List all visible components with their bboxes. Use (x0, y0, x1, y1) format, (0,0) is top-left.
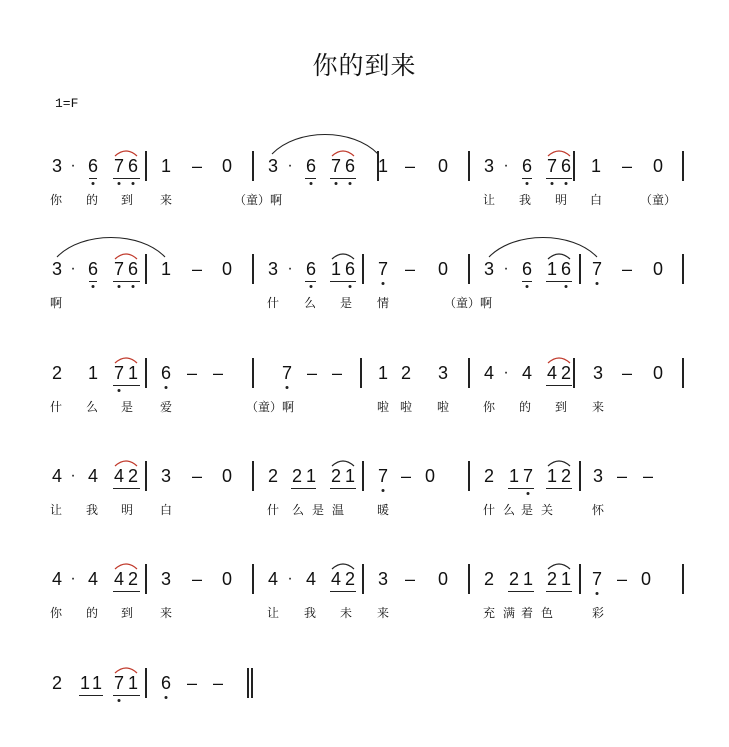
sustain-dash: – (616, 466, 628, 486)
note: 6 (560, 259, 571, 279)
lyric-syllable: 么 (303, 296, 317, 310)
sustain-dash: – (404, 259, 416, 279)
note: 3 (592, 363, 603, 383)
lyric-syllable: 充 (482, 606, 496, 620)
note: 1 (160, 259, 171, 279)
note: 2 (560, 363, 571, 383)
sustain-dash: – (621, 363, 633, 383)
note: 6 (87, 259, 98, 279)
note: 6 (560, 156, 571, 176)
sustain-dash: – (191, 569, 203, 589)
note: 0 (424, 466, 435, 486)
note: 1 (546, 466, 557, 486)
lyric-syllable: 的 (85, 193, 99, 207)
note: 1 (508, 466, 519, 486)
note: 0 (437, 156, 448, 176)
lyric-syllable: 关 (540, 503, 554, 517)
note: 1 (160, 156, 171, 176)
lyric-syllable: 你 (482, 400, 496, 414)
lyric-syllable: 情 (376, 296, 390, 310)
note: 7 (113, 156, 124, 176)
note: 1 (522, 569, 533, 589)
lyric-syllable: 什 (266, 296, 280, 310)
note: 2 (483, 466, 494, 486)
sustain-dash: – (331, 363, 343, 383)
note: 0 (652, 259, 663, 279)
lyric-syllable: 到 (120, 193, 134, 207)
lyric-syllable: 让 (49, 503, 63, 517)
note: 3 (51, 156, 62, 176)
augmentation-dot: · (503, 260, 509, 277)
lyric-syllable: 白 (589, 193, 603, 207)
note: 6 (127, 156, 138, 176)
note: 7 (591, 259, 602, 279)
note: 1 (127, 673, 138, 693)
lyric-syllable: 什 (49, 400, 63, 414)
note: 6 (521, 156, 532, 176)
note: 7 (377, 466, 388, 486)
note: 0 (652, 156, 663, 176)
note: 2 (330, 466, 341, 486)
lyric-syllable: 让 (482, 193, 496, 207)
note: 1 (330, 259, 341, 279)
lyric-syllable: 怀 (591, 503, 605, 517)
lyric-syllable: 爱 (159, 400, 173, 414)
note: 1 (590, 156, 601, 176)
lyric-syllable: 白 (159, 503, 173, 517)
note: 3 (267, 156, 278, 176)
note: 2 (291, 466, 302, 486)
sustain-dash: – (621, 259, 633, 279)
note: 0 (640, 569, 651, 589)
note: 0 (652, 363, 663, 383)
augmentation-dot: · (70, 467, 76, 484)
sustain-dash: – (186, 363, 198, 383)
note: 7 (113, 363, 124, 383)
lyric-syllable: 明 (554, 193, 568, 207)
note: 3 (377, 569, 388, 589)
note: 3 (160, 569, 171, 589)
note: 4 (113, 569, 124, 589)
note: 2 (560, 466, 571, 486)
note: 3 (267, 259, 278, 279)
sustain-dash: – (621, 156, 633, 176)
note: 0 (221, 569, 232, 589)
lyric-syllable: 我 (303, 606, 317, 620)
note: 1 (344, 466, 355, 486)
note: 7 (281, 363, 292, 383)
sustain-dash: – (642, 466, 654, 486)
lyric-syllable: 的 (518, 400, 532, 414)
lyric-syllable: 满 (502, 606, 516, 620)
lyric-syllable: 是 (339, 296, 353, 310)
note: 2 (51, 673, 62, 693)
note: 1 (377, 156, 388, 176)
lyric-syllable: 什 (266, 503, 280, 517)
lyric-syllable: 是 (520, 503, 534, 517)
note: 0 (221, 156, 232, 176)
lyric-syllable: 来 (376, 606, 390, 620)
note: 1 (91, 673, 102, 693)
note: 2 (400, 363, 411, 383)
lyric-syllable: 啦 (376, 400, 390, 414)
augmentation-dot: · (70, 570, 76, 587)
lyric-syllable: 啊 (49, 296, 63, 310)
note: 4 (330, 569, 341, 589)
lyric-syllable: 么 (85, 400, 99, 414)
lyric-syllable: （童）啊 (233, 193, 283, 207)
note: 6 (127, 259, 138, 279)
note: 4 (87, 569, 98, 589)
note: 1 (546, 259, 557, 279)
lyric-syllable: 你 (49, 193, 63, 207)
note: 6 (160, 673, 171, 693)
note: 7 (113, 259, 124, 279)
note: 4 (267, 569, 278, 589)
lyric-syllable: 让 (266, 606, 280, 620)
note: 4 (546, 363, 557, 383)
lyric-syllable: 什 (482, 503, 496, 517)
note: 3 (483, 259, 494, 279)
augmentation-dot: · (70, 260, 76, 277)
lyric-syllable: （童） (639, 193, 677, 207)
note: 2 (51, 363, 62, 383)
note: 6 (87, 156, 98, 176)
key-signature: 1=F (55, 96, 79, 111)
note: 4 (521, 363, 532, 383)
note: 7 (377, 259, 388, 279)
lyric-syllable: 的 (85, 606, 99, 620)
note: 0 (221, 466, 232, 486)
note: 3 (483, 156, 494, 176)
note: 1 (560, 569, 571, 589)
note: 7 (591, 569, 602, 589)
note: 6 (305, 156, 316, 176)
note: 3 (437, 363, 448, 383)
sustain-dash: – (404, 156, 416, 176)
note: 4 (113, 466, 124, 486)
lyric-syllable: 来 (159, 193, 173, 207)
augmentation-dot: · (70, 157, 76, 174)
sustain-dash: – (191, 259, 203, 279)
note: 1 (87, 363, 98, 383)
note: 1 (127, 363, 138, 383)
augmentation-dot: · (287, 260, 293, 277)
note: 7 (546, 156, 557, 176)
note: 6 (305, 259, 316, 279)
note: 2 (267, 466, 278, 486)
note: 6 (160, 363, 171, 383)
note: 2 (127, 466, 138, 486)
lyric-syllable: 是 (311, 503, 325, 517)
note: 4 (87, 466, 98, 486)
lyric-syllable: 我 (85, 503, 99, 517)
lyric-syllable: 未 (339, 606, 353, 620)
lyric-syllable: 彩 (591, 606, 605, 620)
lyric-syllable: 么 (502, 503, 516, 517)
note: 2 (127, 569, 138, 589)
note: 2 (546, 569, 557, 589)
sustain-dash: – (191, 466, 203, 486)
lyric-syllable: 到 (120, 606, 134, 620)
sustain-dash: – (186, 673, 198, 693)
note: 4 (51, 466, 62, 486)
lyric-syllable: 暖 (376, 503, 390, 517)
note: 3 (160, 466, 171, 486)
lyric-syllable: 来 (591, 400, 605, 414)
lyric-syllable: 温 (331, 503, 345, 517)
note: 7 (522, 466, 533, 486)
note: 4 (305, 569, 316, 589)
note: 6 (521, 259, 532, 279)
lyric-syllable: 你 (49, 606, 63, 620)
note: 4 (51, 569, 62, 589)
lyric-syllable: （童）啊 (443, 296, 493, 310)
note: 2 (344, 569, 355, 589)
lyric-syllable: （童）啊 (245, 400, 295, 414)
note: 2 (508, 569, 519, 589)
note: 0 (437, 259, 448, 279)
tie-arc (115, 668, 137, 673)
sustain-dash: – (616, 569, 628, 589)
note: 4 (483, 363, 494, 383)
note: 3 (51, 259, 62, 279)
note: 6 (344, 156, 355, 176)
sustain-dash: – (404, 569, 416, 589)
augmentation-dot: · (287, 157, 293, 174)
augmentation-dot: · (503, 157, 509, 174)
sustain-dash: – (212, 673, 224, 693)
sustain-dash: – (306, 363, 318, 383)
augmentation-dot: · (503, 364, 509, 381)
augmentation-dot: · (287, 570, 293, 587)
sustain-dash: – (191, 156, 203, 176)
note: 0 (437, 569, 448, 589)
lyric-syllable: 明 (120, 503, 134, 517)
lyric-syllable: 色 (540, 606, 554, 620)
note: 3 (592, 466, 603, 486)
note: 1 (377, 363, 388, 383)
note: 2 (483, 569, 494, 589)
note: 6 (344, 259, 355, 279)
lyric-syllable: 啦 (436, 400, 450, 414)
note: 0 (221, 259, 232, 279)
lyric-syllable: 来 (159, 606, 173, 620)
lyric-syllable: 啦 (399, 400, 413, 414)
lyric-syllable: 着 (520, 606, 534, 620)
page-title: 你的到来 (312, 51, 417, 80)
note: 1 (305, 466, 316, 486)
note: 7 (113, 673, 124, 693)
lyric-syllable: 到 (554, 400, 568, 414)
lyric-syllable: 么 (291, 503, 305, 517)
note: 1 (79, 673, 90, 693)
lyric-syllable: 是 (120, 400, 134, 414)
sustain-dash: – (212, 363, 224, 383)
sustain-dash: – (400, 466, 412, 486)
lyric-syllable: 我 (518, 193, 532, 207)
note: 7 (330, 156, 341, 176)
